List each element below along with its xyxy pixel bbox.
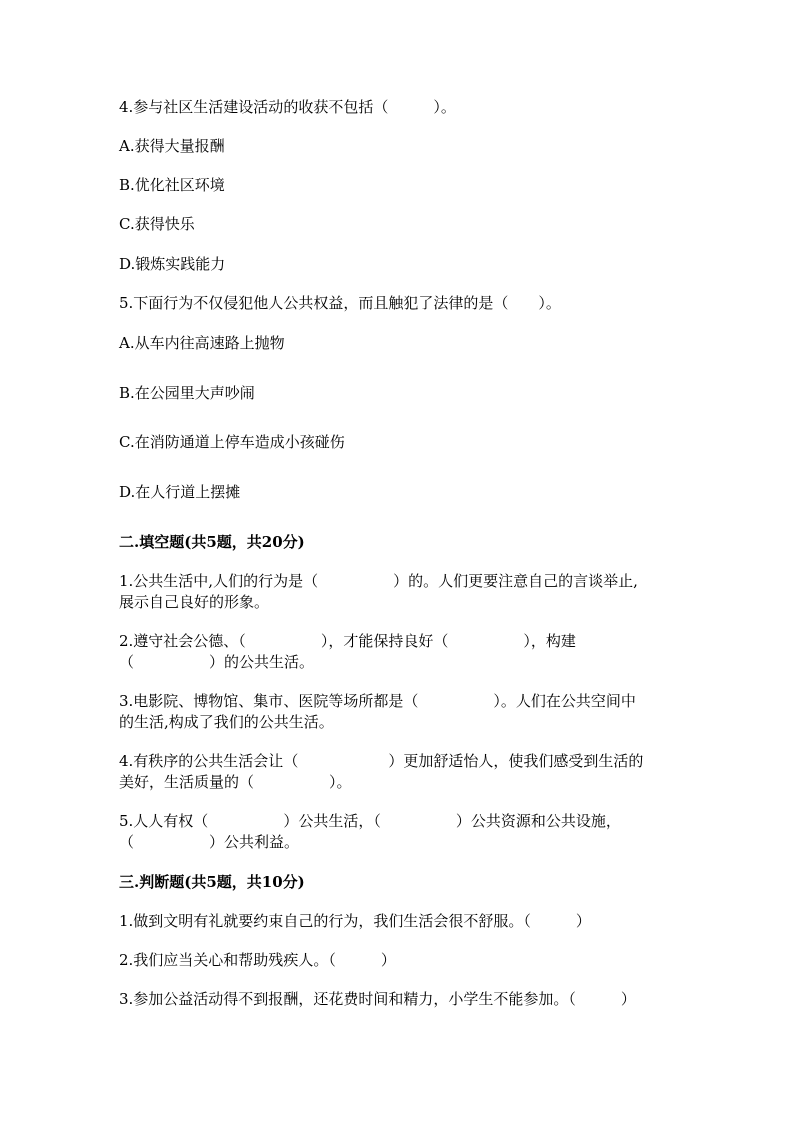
section-3-heading: 三.判断题(共5题，共10分) (119, 873, 305, 891)
question-5-option-a: A.从车内往高速路上抛物 (119, 334, 285, 352)
judge-question-3: 3.参加公益活动得不到报酬，还花费时间和精力，小学生不能参加。（ ） (119, 990, 636, 1008)
fill-question-3-line-2: 的生活,构成了我们的公共生活。 (119, 713, 334, 731)
question-4-option-c: C.获得快乐 (119, 215, 195, 233)
question-4-option-a: A.获得大量报酬 (119, 137, 225, 155)
fill-question-1-line-2: 展示自己良好的形象。 (119, 593, 270, 611)
judge-question-2: 2.我们应当关心和帮助残疾人。（ ） (119, 951, 396, 969)
question-5-option-c: C.在消防通道上停车造成小孩碰伤 (119, 433, 345, 451)
judge-question-1: 1.做到文明有礼就要约束自己的行为，我们生活会很不舒服。（ ） (119, 912, 591, 930)
question-4-stem: 4.参与社区生活建设活动的收获不包括（ ）。 (119, 98, 456, 116)
question-5-option-b: B.在公园里大声吵闹 (119, 384, 255, 402)
fill-question-2-line-1: 2.遵守社会公德、（ ），才能保持良好（ ），构建 (119, 632, 576, 650)
fill-question-5-line-2: （ ）公共利益。 (119, 833, 300, 851)
question-5-stem: 5.下面行为不仅侵犯他人公共权益，而且触犯了法律的是（ ）。 (119, 294, 561, 312)
fill-question-3-line-1: 3.电影院、博物馆、集市、医院等场所都是（ ）。人们在公共空间中 (119, 692, 636, 710)
question-4-option-b: B.优化社区环境 (119, 176, 225, 194)
section-2-heading: 二.填空题(共5题，共20分) (119, 533, 305, 551)
fill-question-1-line-1: 1.公共生活中,人们的行为是（ ）的。人们更要注意自己的言谈举止, (119, 572, 638, 590)
fill-question-4-line-1: 4.有秩序的公共生活会让（ ）更加舒适怡人，使我们感受到生活的 (119, 752, 644, 770)
fill-question-4-line-2: 美好，生活质量的（ ）。 (119, 773, 352, 791)
question-4-option-d: D.锻炼实践能力 (119, 255, 226, 273)
fill-question-5-line-1: 5.人人有权（ ）公共生活，（ ）公共资源和公共设施， (119, 812, 621, 830)
question-5-option-d: D.在人行道上摆摊 (119, 483, 241, 501)
fill-question-2-line-2: （ ）的公共生活。 (119, 653, 315, 671)
